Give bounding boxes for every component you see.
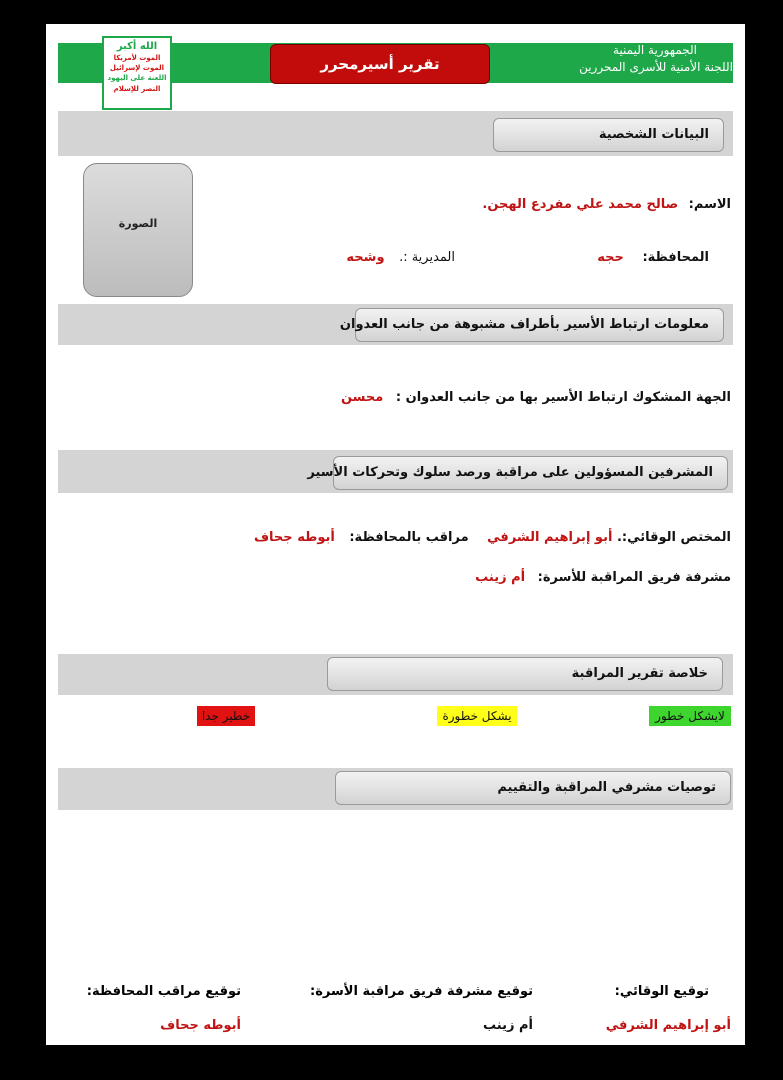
emblem-line: النصر للإسلام (113, 85, 161, 93)
suspected-value: محسن (340, 390, 384, 405)
photo-placeholder: الصورة (83, 163, 193, 297)
risk-level-medium-label: يشكل خطورة (442, 709, 512, 723)
district-row (346, 250, 455, 265)
emblem-logo (102, 36, 172, 110)
risk-level-high (197, 706, 255, 726)
emblem-line: اللعنة على اليهود (107, 74, 167, 82)
district-label: المديرية :. (399, 250, 455, 265)
security-officer-row (254, 530, 731, 545)
report-title: تقرير أسيرمحرر (270, 44, 490, 84)
security-officer-label: المختص الوقائي:. (616, 530, 731, 545)
security-signature-name: أبو إبراهيم الشرفي (605, 1018, 731, 1033)
family-supervisor-label: مشرفة فريق المراقبة للأسرة: (537, 570, 731, 585)
section-heading-summary: خلاصة تقرير المراقبة (327, 657, 723, 691)
gov-observer-value: أبوطه جحاف (253, 530, 335, 545)
suspected-label: الجهة المشكوك ارتباط الأسير بها من جانب العدوان : (395, 390, 731, 405)
governorate-row (597, 250, 709, 265)
gov-observer-label: مراقب بالمحافظة: (349, 530, 469, 545)
emblem-line: الله أكبر (116, 41, 158, 52)
suspected-row (341, 390, 731, 405)
governorate-label: المحافظة: (642, 250, 709, 265)
risk-level-none (649, 706, 731, 726)
gov-signature-label: توقيع مراقب المحافظة: (86, 984, 241, 999)
risk-level-high-label: خطير جدا (201, 709, 251, 723)
name-row (482, 197, 731, 212)
family-signature-name: أم زينب (483, 1018, 533, 1033)
header-org (579, 42, 733, 76)
name-value: صالح محمد علي مفردع الهجن. (482, 197, 679, 212)
governorate-value: حجه (597, 250, 624, 265)
report-page (46, 24, 745, 1045)
emblem-line: الموت لأمريكا (113, 54, 161, 62)
family-signature-label: توقيع مشرفة فريق مراقبة الأسرة: (310, 984, 533, 999)
section-heading-personal: البيانات الشخصية (493, 118, 724, 152)
security-signature-label: توقيع الوقائي: (614, 984, 709, 999)
risk-level-medium (437, 706, 517, 726)
risk-level-none-label: لايشكل خطور (655, 709, 725, 723)
security-officer-value: أبو إبراهيم الشرفي (487, 530, 613, 545)
family-supervisor-value: أم زينب (475, 570, 526, 585)
family-supervisor-row (475, 570, 731, 585)
emblem-line: الموت لإسرائيل (109, 64, 165, 72)
district-value: وشحه (346, 250, 385, 265)
gov-signature-name: أبوطه جحاف (160, 1018, 241, 1033)
name-label: الاسم: (688, 197, 731, 212)
section-heading-recommendations: توصيات مشرفي المراقبة والتقييم (335, 771, 731, 805)
section-heading-supervisors: المشرفين المسؤولين على مراقبة ورصد سلوك وتحركات الأسير (333, 456, 728, 490)
committee-name: اللجنة الأمنية للأسرى المحررين (579, 60, 733, 74)
section-heading-suspected: معلومات ارتباط الأسير بأطراف مشبوهة من جانب العدوان (355, 308, 724, 342)
republic-name: الجمهورية اليمنية (612, 43, 697, 57)
